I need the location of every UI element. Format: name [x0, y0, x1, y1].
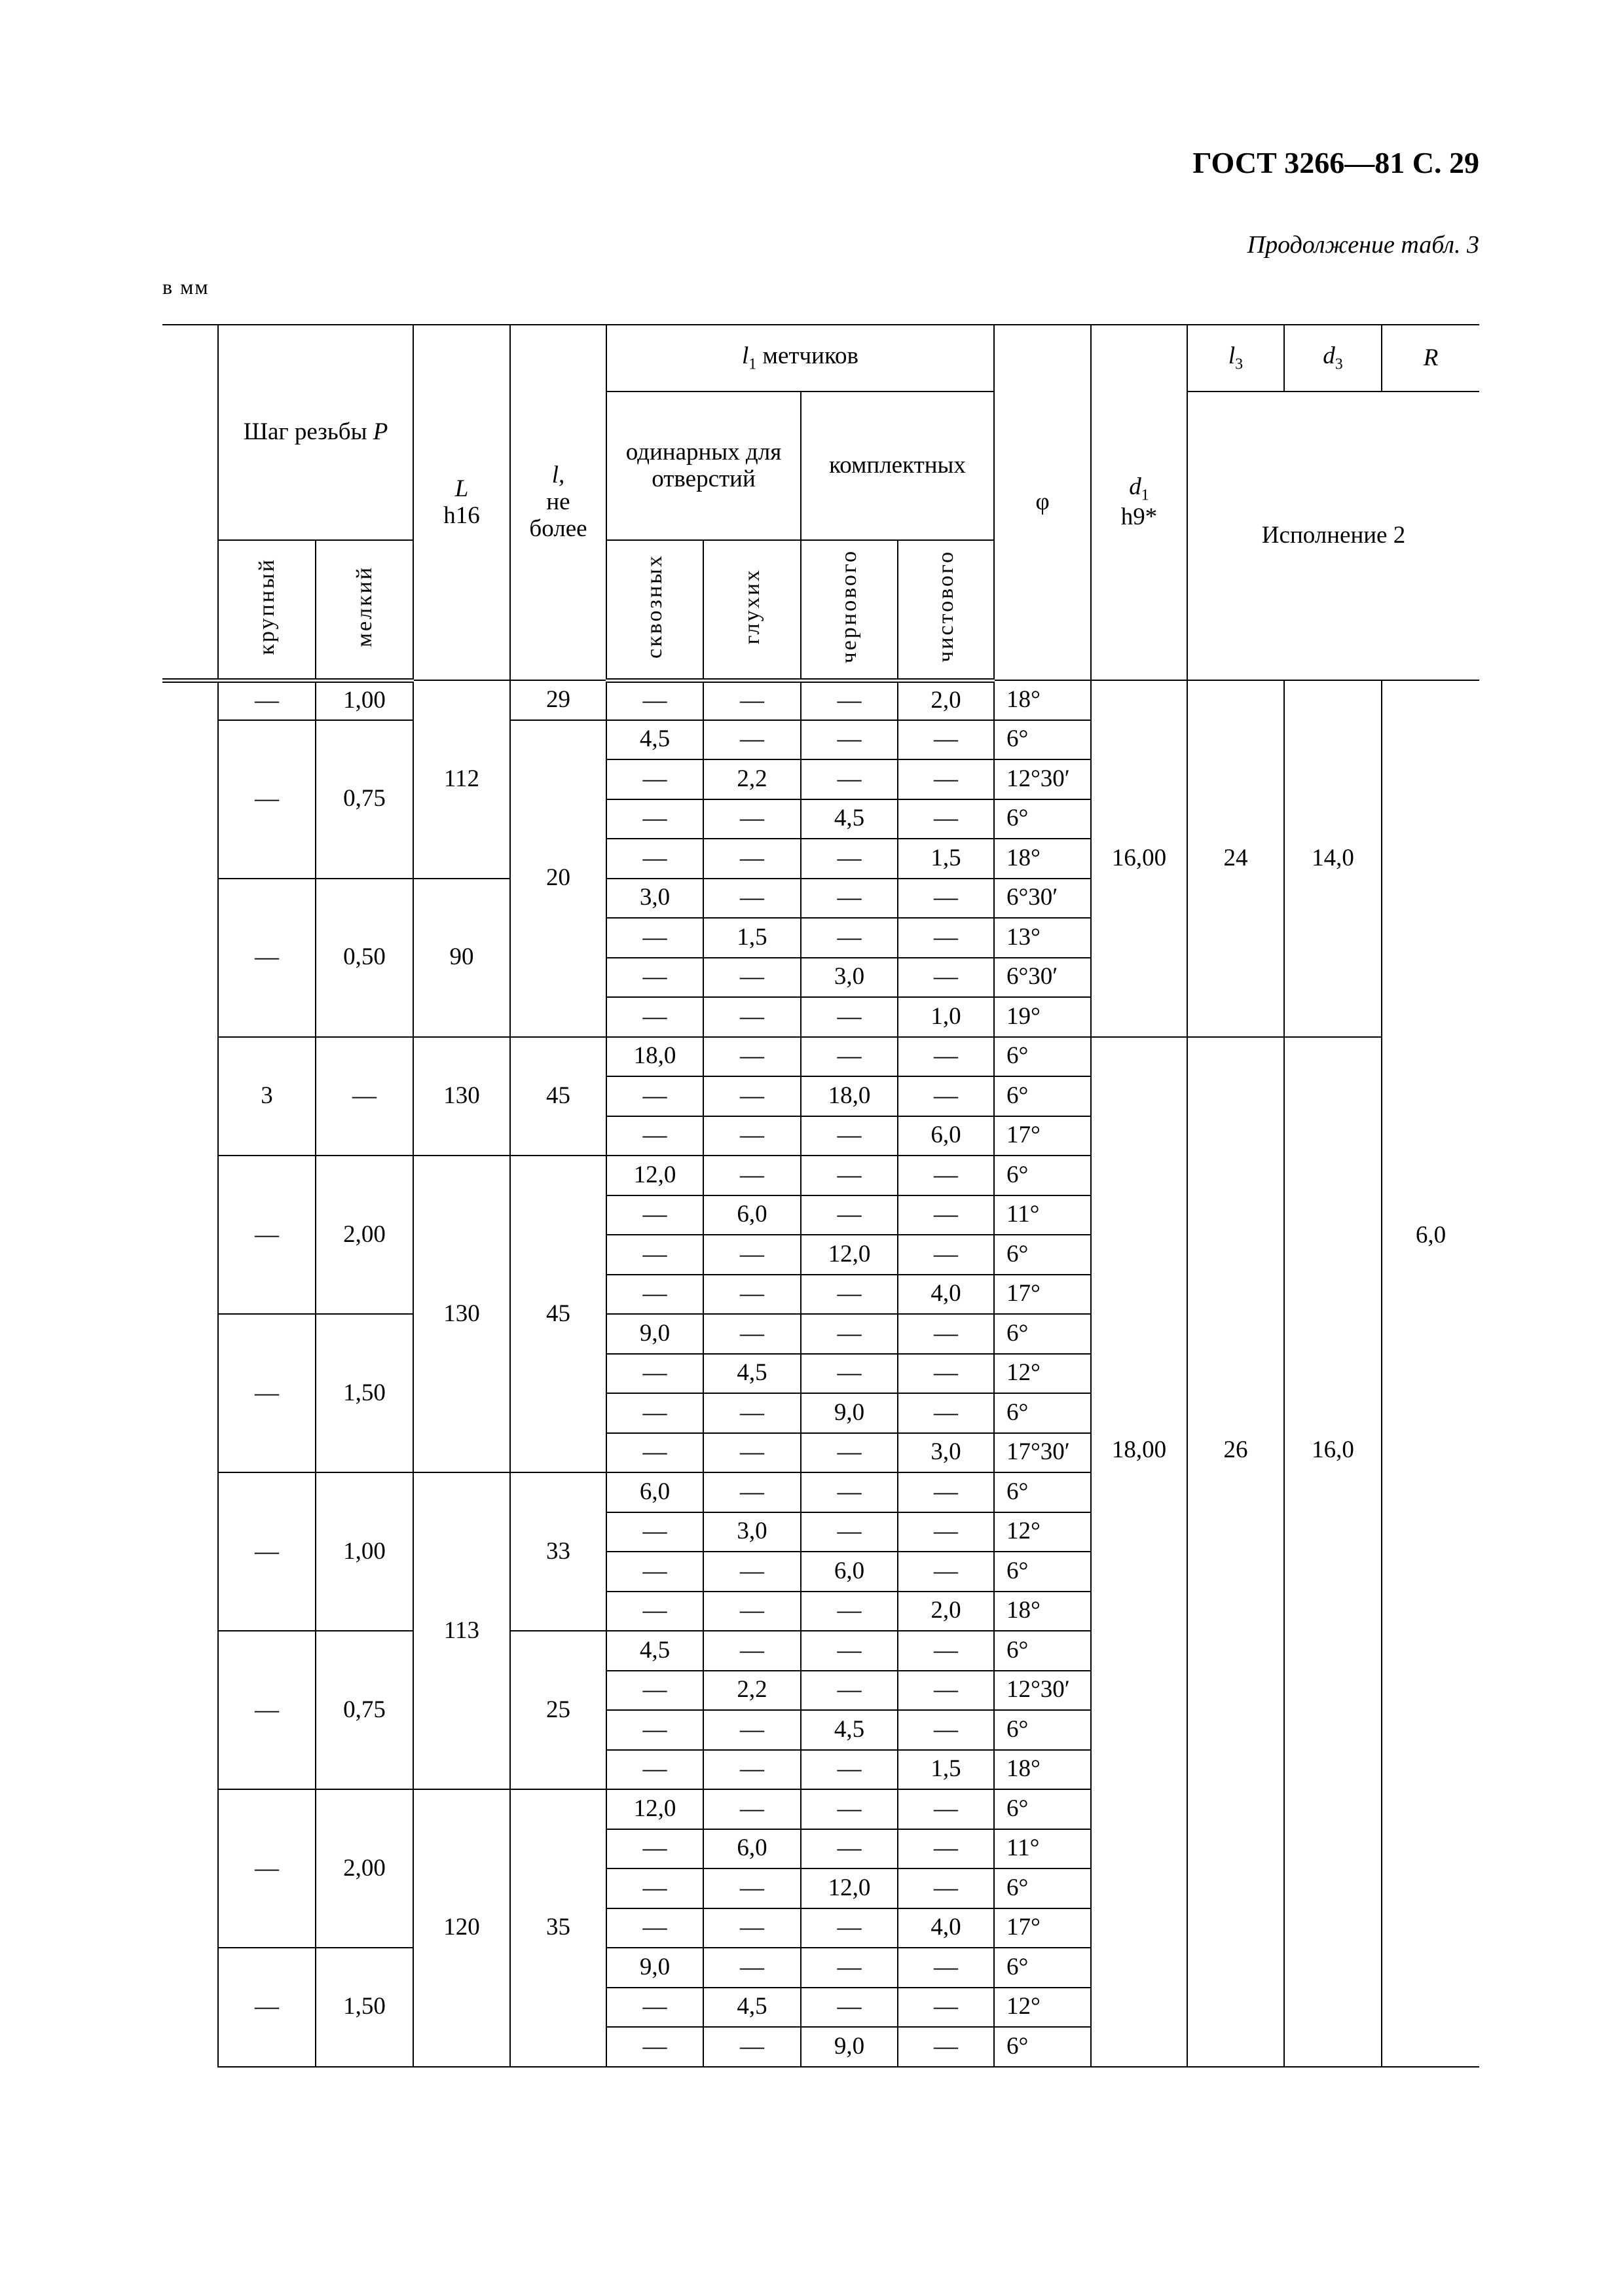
cell-l1-rough: —: [801, 680, 898, 720]
cell-l1-blind: 6,0: [703, 1195, 801, 1235]
cell-l1-through: 9,0: [606, 1314, 703, 1354]
cell-L: 112: [413, 680, 510, 879]
cell-l1-blind: 3,0: [703, 1512, 801, 1552]
cell-l1-through: —: [606, 1868, 703, 1908]
cell-l1-rough: 3,0: [801, 958, 898, 998]
cell-l1-rough: —: [801, 1195, 898, 1235]
cell-l1-finish: —: [898, 799, 994, 839]
header-l: l, не более: [510, 325, 606, 680]
cell-l1-finish: —: [898, 1829, 994, 1869]
blank-header-cell: [162, 325, 218, 680]
cell-l1-blind: —: [703, 1908, 801, 1948]
cell-l1-finish: —: [898, 720, 994, 760]
cell-phi: 6°: [994, 1314, 1091, 1354]
cell-coarse: —: [218, 1472, 316, 1631]
cell-phi: 17°30′: [994, 1433, 1091, 1473]
units-label: в мм: [162, 275, 210, 299]
cell-l1-rough: —: [801, 1988, 898, 2028]
header-coarse: крупный: [218, 540, 316, 680]
cell-l1-through: —: [606, 799, 703, 839]
cell-l1-rough: 6,0: [801, 1552, 898, 1592]
cell-l1-through: —: [606, 1354, 703, 1394]
cell-l1-through: —: [606, 1433, 703, 1473]
cell-phi: 17°: [994, 1116, 1091, 1156]
cell-phi: 18°: [994, 839, 1091, 879]
cell-l1-finish: —: [898, 1195, 994, 1235]
cell-l1-through: 6,0: [606, 1472, 703, 1512]
cell-l1-blind: —: [703, 1948, 801, 1988]
cell-phi: 6°: [994, 1552, 1091, 1592]
cell-phi: 6°: [994, 1472, 1091, 1512]
cell-phi: 6°: [994, 799, 1091, 839]
cell-phi: 6°: [994, 1710, 1091, 1750]
blank-column: [162, 680, 218, 2067]
cell-L: 113: [413, 1472, 510, 1789]
cell-l1-through: —: [606, 1988, 703, 2028]
cell-fine: —: [316, 1037, 413, 1156]
header-l1-taps: $l_1$ метчиков: [606, 325, 994, 392]
header-l3: $l_3$: [1187, 325, 1284, 392]
cell-l1-through: —: [606, 1671, 703, 1711]
cell-l1-through: —: [606, 2027, 703, 2067]
cell-fine: 0,75: [316, 1631, 413, 1789]
cell-d1: 18,00: [1091, 1037, 1187, 2067]
cell-l1-finish: —: [898, 1235, 994, 1275]
cell-L: 120: [413, 1789, 510, 2067]
cell-fine: 1,50: [316, 1948, 413, 2067]
cell-l1-through: —: [606, 918, 703, 958]
cell-l1-rough: 9,0: [801, 2027, 898, 2067]
cell-l1-rough: —: [801, 1592, 898, 1631]
cell-l1-finish: —: [898, 1868, 994, 1908]
cell-l1-through: 3,0: [606, 879, 703, 919]
cell-l1-finish: —: [898, 1552, 994, 1592]
cell-l1-blind: —: [703, 1275, 801, 1315]
cell-l1-blind: —: [703, 1076, 801, 1116]
cell-phi: 6°: [994, 1076, 1091, 1116]
cell-l1-rough: —: [801, 1314, 898, 1354]
cell-l1-finish: —: [898, 1037, 994, 1077]
cell-l1-finish: —: [898, 958, 994, 998]
cell-fine: 1,00: [316, 1472, 413, 1631]
cell-l1-through: 4,5: [606, 1631, 703, 1671]
cell-l1-blind: —: [703, 1592, 801, 1631]
cell-phi: 19°: [994, 997, 1091, 1037]
cell-l1-through: —: [606, 1908, 703, 1948]
cell-l1-rough: —: [801, 1156, 898, 1195]
cell-coarse: —: [218, 720, 316, 879]
header-L: L h16: [413, 325, 510, 680]
cell-l1-finish: 2,0: [898, 680, 994, 720]
cell-l1-blind: —: [703, 1868, 801, 1908]
cell-l1-through: 12,0: [606, 1789, 703, 1829]
cell-l1-blind: 2,2: [703, 759, 801, 799]
cell-l1-finish: —: [898, 1710, 994, 1750]
cell-l1-through: —: [606, 1393, 703, 1433]
cell-l1-finish: —: [898, 1076, 994, 1116]
cell-l1-finish: —: [898, 918, 994, 958]
cell-l1-blind: —: [703, 1631, 801, 1671]
cell-l1-rough: 4,5: [801, 799, 898, 839]
cell-l: 29: [510, 680, 606, 720]
cell-l1-blind: —: [703, 1314, 801, 1354]
cell-d3: 14,0: [1284, 680, 1382, 1037]
cell-l1-blind: —: [703, 1750, 801, 1790]
header-R: R: [1382, 325, 1479, 392]
cell-l1-rough: —: [801, 1275, 898, 1315]
cell-l1-rough: —: [801, 1948, 898, 1988]
cell-l: 45: [510, 1156, 606, 1472]
cell-l1-finish: —: [898, 1472, 994, 1512]
table-row: [162, 680, 1479, 720]
cell-l1-finish: —: [898, 879, 994, 919]
cell-l1-finish: 1,5: [898, 1750, 994, 1790]
cell-l1-blind: 4,5: [703, 1988, 801, 2028]
cell-l1-through: 4,5: [606, 720, 703, 760]
cell-l1-blind: —: [703, 1789, 801, 1829]
cell-fine: 1,00: [316, 680, 413, 720]
cell-phi: 18°: [994, 680, 1091, 720]
cell-l1-through: —: [606, 759, 703, 799]
cell-phi: 12°: [994, 1512, 1091, 1552]
header-set-taps: комплектных: [801, 392, 994, 540]
cell-l1-through: —: [606, 997, 703, 1037]
cell-l1-blind: 1,5: [703, 918, 801, 958]
header-fine: мелкий: [316, 540, 413, 680]
header-d1: $d_1$ h9*: [1091, 325, 1187, 680]
cell-l1-blind: —: [703, 958, 801, 998]
cell-phi: 6°: [994, 1789, 1091, 1829]
cell-l1-rough: —: [801, 1037, 898, 1077]
cell-phi: 6°: [994, 1631, 1091, 1671]
table-continuation-label: Продолжение табл. 3: [1247, 231, 1479, 259]
cell-l1-finish: —: [898, 1789, 994, 1829]
cell-l1-blind: —: [703, 1433, 801, 1473]
cell-phi: 18°: [994, 1750, 1091, 1790]
cell-l1-rough: —: [801, 1671, 898, 1711]
header-through: сквозных: [606, 540, 703, 680]
cell-l1-through: —: [606, 1710, 703, 1750]
cell-R: 6,0: [1382, 680, 1479, 2067]
cell-l1-rough: —: [801, 1433, 898, 1473]
cell-l1-rough: —: [801, 1512, 898, 1552]
cell-l1-finish: —: [898, 1948, 994, 1988]
cell-phi: 11°: [994, 1829, 1091, 1869]
cell-phi: 6°: [994, 1235, 1091, 1275]
cell-phi: 6°30′: [994, 879, 1091, 919]
cell-l1-through: —: [606, 1512, 703, 1552]
cell-l1-finish: —: [898, 1671, 994, 1711]
cell-l1-blind: —: [703, 997, 801, 1037]
cell-phi: 12°: [994, 1354, 1091, 1394]
cell-l1-blind: —: [703, 1235, 801, 1275]
cell-l: 35: [510, 1789, 606, 2067]
cell-l1-rough: —: [801, 839, 898, 879]
cell-l1-finish: —: [898, 1156, 994, 1195]
cell-l: 33: [510, 1472, 606, 1631]
cell-l1-rough: —: [801, 759, 898, 799]
cell-l1-through: —: [606, 1275, 703, 1315]
cell-coarse: —: [218, 1156, 316, 1314]
cell-l1-finish: 6,0: [898, 1116, 994, 1156]
cell-l1-rough: —: [801, 1631, 898, 1671]
page-header-title: ГОСТ 3266—81 С. 29: [1192, 146, 1479, 179]
cell-l1-blind: —: [703, 2027, 801, 2067]
cell-l1-through: 18,0: [606, 1037, 703, 1077]
cell-d1: 16,00: [1091, 680, 1187, 1037]
cell-phi: 17°: [994, 1908, 1091, 1948]
cell-l1-finish: —: [898, 1512, 994, 1552]
cell-l1-blind: —: [703, 1552, 801, 1592]
cell-l1-rough: —: [801, 1789, 898, 1829]
cell-l1-blind: —: [703, 1116, 801, 1156]
cell-coarse: —: [218, 1631, 316, 1789]
cell-phi: 6°: [994, 1868, 1091, 1908]
cell-l: 25: [510, 1631, 606, 1789]
tap-dimensions-table: [162, 324, 1479, 2068]
cell-l1-finish: —: [898, 1631, 994, 1671]
cell-phi: 13°: [994, 918, 1091, 958]
cell-l1-rough: —: [801, 1116, 898, 1156]
cell-coarse: —: [218, 879, 316, 1037]
cell-l1-blind: —: [703, 1393, 801, 1433]
cell-l1-finish: 4,0: [898, 1275, 994, 1315]
cell-l1-rough: —: [801, 997, 898, 1037]
cell-coarse: —: [218, 680, 316, 720]
cell-L: 130: [413, 1156, 510, 1472]
cell-l1-rough: 9,0: [801, 1393, 898, 1433]
cell-l1-through: —: [606, 1829, 703, 1869]
cell-l1-finish: 4,0: [898, 1908, 994, 1948]
cell-l1-rough: —: [801, 918, 898, 958]
cell-fine: 1,50: [316, 1314, 413, 1472]
cell-l1-blind: —: [703, 1037, 801, 1077]
cell-l1-through: —: [606, 1116, 703, 1156]
cell-l1-blind: —: [703, 839, 801, 879]
cell-l1-rough: —: [801, 720, 898, 760]
cell-l3: 26: [1187, 1037, 1284, 2067]
cell-fine: 2,00: [316, 1156, 413, 1314]
cell-l1-finish: —: [898, 2027, 994, 2067]
cell-l1-rough: —: [801, 1472, 898, 1512]
header-thread-pitch: Шаг резьбы P: [218, 325, 413, 540]
cell-l1-blind: —: [703, 680, 801, 720]
cell-l1-through: —: [606, 1552, 703, 1592]
cell-phi: 6°: [994, 1156, 1091, 1195]
table-row: [162, 1037, 1479, 1077]
header-d3: $d_3$: [1284, 325, 1382, 392]
cell-l1-blind: —: [703, 1710, 801, 1750]
cell-l1-blind: —: [703, 720, 801, 760]
cell-phi: 6°: [994, 1948, 1091, 1988]
cell-l1-finish: —: [898, 1393, 994, 1433]
cell-l1-blind: —: [703, 1472, 801, 1512]
cell-l1-through: 9,0: [606, 1948, 703, 1988]
cell-l1-through: —: [606, 958, 703, 998]
cell-l1-finish: 3,0: [898, 1433, 994, 1473]
cell-l1-finish: 1,5: [898, 839, 994, 879]
cell-l1-rough: —: [801, 879, 898, 919]
cell-coarse: —: [218, 1314, 316, 1472]
cell-l: 20: [510, 720, 606, 1037]
cell-l1-rough: —: [801, 1354, 898, 1394]
cell-fine: 0,75: [316, 720, 413, 879]
cell-l1-through: 12,0: [606, 1156, 703, 1195]
cell-l1-through: —: [606, 1592, 703, 1631]
cell-phi: 6°: [994, 1037, 1091, 1077]
cell-l1-through: —: [606, 839, 703, 879]
table-body: [162, 680, 1479, 2067]
cell-l1-through: —: [606, 1076, 703, 1116]
cell-phi: 6°: [994, 720, 1091, 760]
cell-l1-finish: 1,0: [898, 997, 994, 1037]
cell-l1-blind: —: [703, 879, 801, 919]
cell-L: 130: [413, 1037, 510, 1156]
cell-l1-finish: —: [898, 1988, 994, 2028]
cell-phi: 18°: [994, 1592, 1091, 1631]
cell-l1-rough: 18,0: [801, 1076, 898, 1116]
cell-d3: 16,0: [1284, 1037, 1382, 2067]
cell-fine: 0,50: [316, 879, 413, 1037]
cell-phi: 12°30′: [994, 1671, 1091, 1711]
cell-l1-rough: 12,0: [801, 1868, 898, 1908]
cell-l1-finish: —: [898, 1314, 994, 1354]
header-finish: чистового: [898, 540, 994, 680]
cell-fine: 2,00: [316, 1789, 413, 1948]
cell-l3: 24: [1187, 680, 1284, 1037]
cell-l1-through: —: [606, 1195, 703, 1235]
cell-phi: 6°: [994, 1393, 1091, 1433]
cell-l1-finish: —: [898, 1354, 994, 1394]
cell-coarse: 3: [218, 1037, 316, 1156]
cell-coarse: —: [218, 1948, 316, 2067]
cell-phi: 6°: [994, 2027, 1091, 2067]
cell-phi: 12°30′: [994, 759, 1091, 799]
cell-l1-blind: —: [703, 799, 801, 839]
cell-phi: 11°: [994, 1195, 1091, 1235]
cell-l1-rough: —: [801, 1908, 898, 1948]
header-phi: φ: [994, 325, 1091, 680]
cell-l1-blind: 6,0: [703, 1829, 801, 1869]
cell-phi: 12°: [994, 1988, 1091, 2028]
cell-l1-rough: 12,0: [801, 1235, 898, 1275]
cell-l1-through: —: [606, 1235, 703, 1275]
cell-phi: 6°30′: [994, 958, 1091, 998]
cell-l1-through: —: [606, 680, 703, 720]
cell-l1-rough: —: [801, 1750, 898, 1790]
header-blind: глухих: [703, 540, 801, 680]
header-single-taps: одинарных для отверстий: [606, 392, 801, 540]
header-execution-2: Исполнение 2: [1187, 392, 1479, 680]
cell-l1-finish: 2,0: [898, 1592, 994, 1631]
cell-l1-through: —: [606, 1750, 703, 1790]
cell-l1-rough: 4,5: [801, 1710, 898, 1750]
cell-l1-finish: —: [898, 759, 994, 799]
cell-l1-blind: —: [703, 1156, 801, 1195]
cell-l1-rough: —: [801, 1829, 898, 1869]
cell-l1-blind: 4,5: [703, 1354, 801, 1394]
cell-phi: 17°: [994, 1275, 1091, 1315]
cell-coarse: —: [218, 1789, 316, 1948]
cell-l1-blind: 2,2: [703, 1671, 801, 1711]
cell-l: 45: [510, 1037, 606, 1156]
cell-L: 90: [413, 879, 510, 1037]
header-rough: чернового: [801, 540, 898, 680]
